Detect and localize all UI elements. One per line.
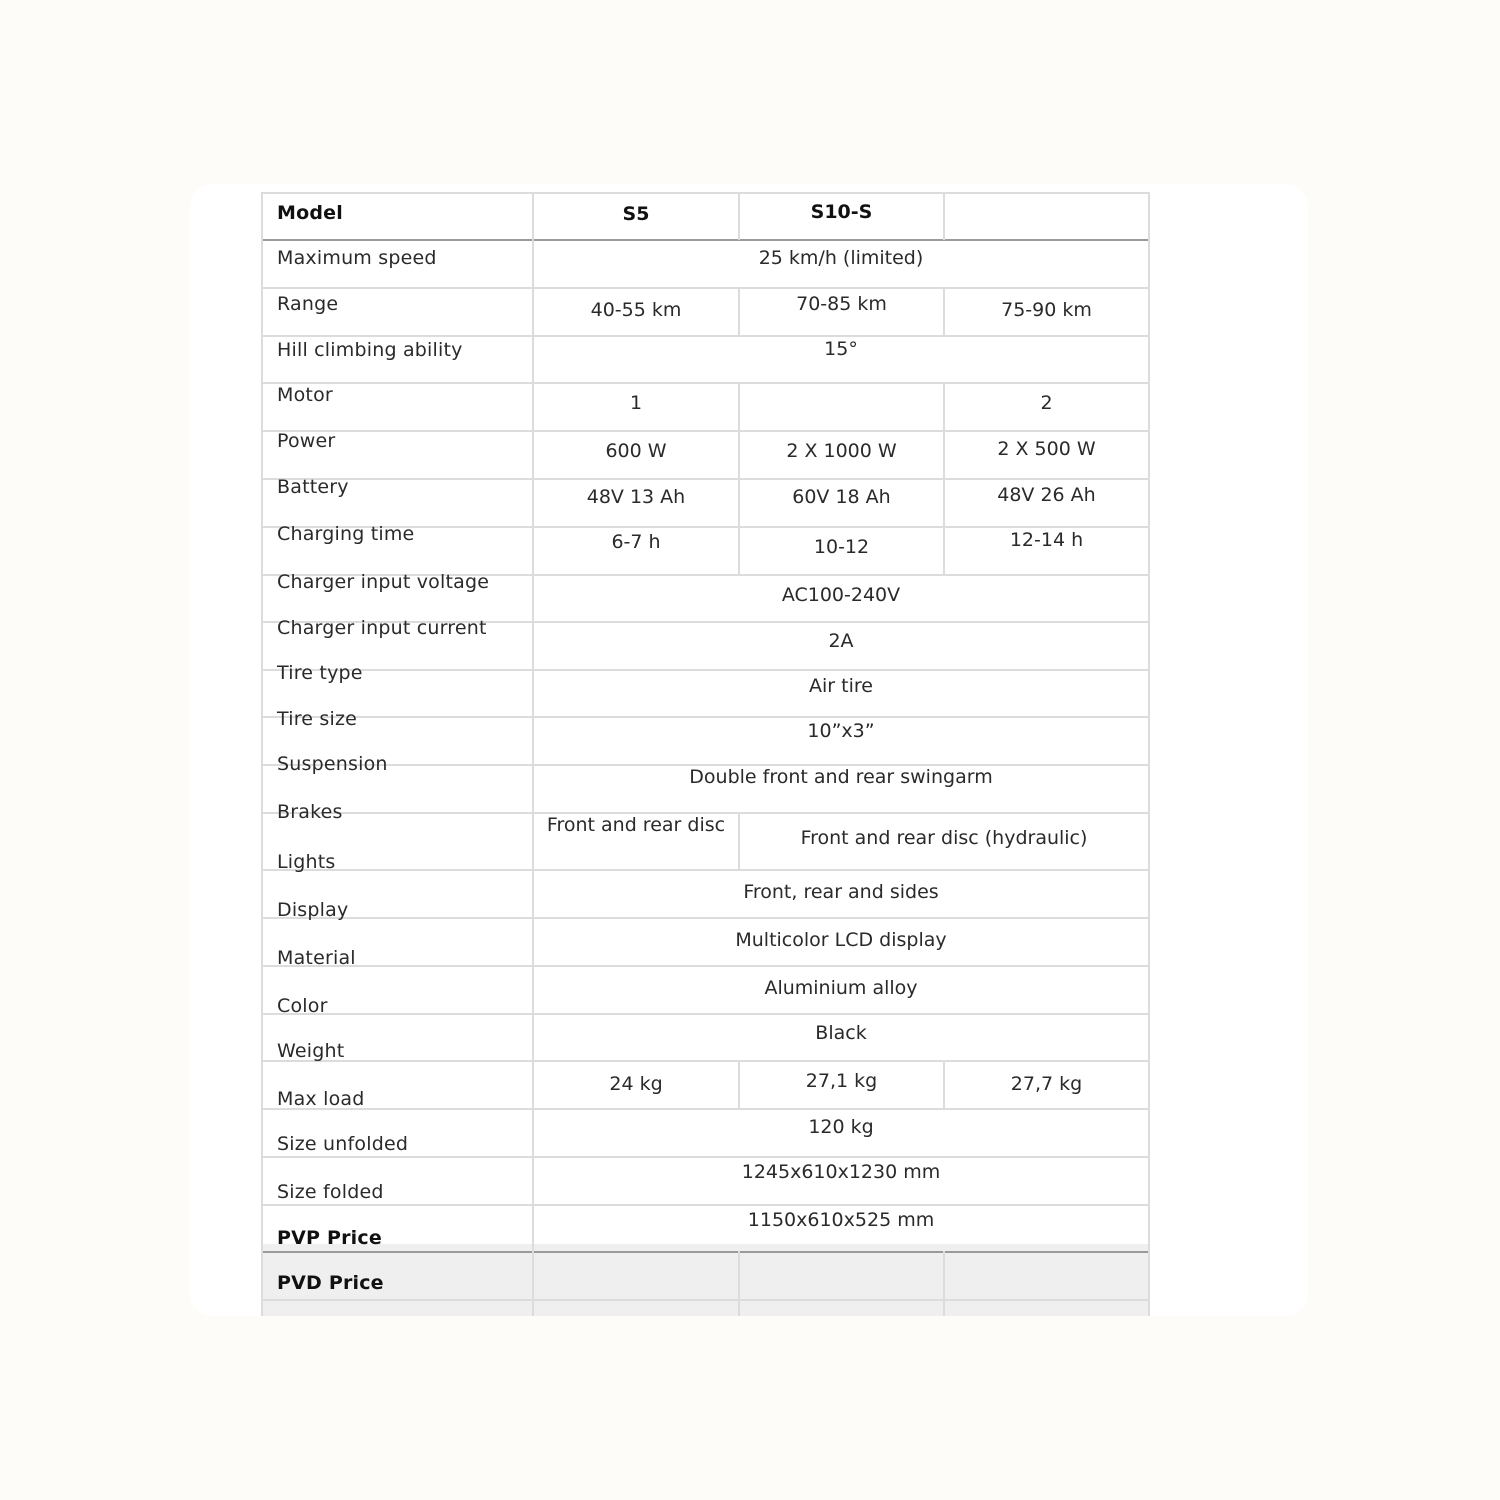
value-brakes-s5: Front and rear disc [546,814,726,836]
grid-line-v [943,192,945,240]
row-label: Max load [277,1088,365,1110]
grid-line [261,965,1150,967]
grid-line-v [261,192,263,1316]
price-divider [261,1251,1150,1253]
value-range-s5: 40-55 km [590,299,682,321]
value-brakes-hydraulic: Front and rear disc (hydraulic) [800,827,1088,849]
grid-line [261,1108,1150,1110]
row-label: Material [277,947,356,969]
value-power-s10s: 2 X 1000 W [786,440,897,462]
value-weight-s5: 24 kg [609,1073,663,1095]
row-label: Hill climbing ability [277,339,463,361]
grid-line [261,1060,1150,1062]
grid-line [261,1156,1150,1158]
header-model-s10s: S10-S [810,201,873,223]
value-weight-3: 27,7 kg [1010,1073,1083,1095]
grid-line [261,335,1150,337]
row-label: Tire size [277,708,358,730]
value-charger-current: 2A [828,630,854,652]
value-charging-s5: 6-7 h [611,531,661,553]
row-label: Charger input voltage [277,571,490,593]
value-max-speed: 25 km/h (limited) [758,247,924,269]
grid-line [261,192,1150,194]
pvd-row-shade [261,1244,1150,1316]
header-model-s5: S5 [622,203,650,225]
grid-line [261,287,1150,289]
row-label: Range [277,293,339,315]
value-power-3: 2 X 500 W [997,438,1096,460]
value-max-load: 120 kg [808,1116,874,1138]
row-label: Charging time [277,523,415,545]
value-display: Multicolor LCD display [735,929,947,951]
grid-line-v [1148,192,1150,1316]
value-range-3: 75-90 km [1001,299,1092,321]
value-weight-s10s: 27,1 kg [805,1070,878,1092]
row-label: Battery [277,476,349,498]
value-color: Black [815,1022,867,1044]
value-range-s10s: 70-85 km [796,293,887,315]
header-divider [261,239,1150,241]
value-charging-3: 12-14 h [1009,529,1084,551]
grid-line [261,669,1150,671]
grid-line [261,478,1150,480]
row-label: Size unfolded [277,1133,409,1155]
grid-line-v [943,1251,945,1316]
grid-line [261,382,1150,384]
value-lights: Front, rear and sides [743,881,939,903]
row-label: Motor [277,384,333,406]
grid-line [261,430,1150,432]
grid-line-v [738,1251,740,1316]
pvp-price-label: PVP Price [277,1227,382,1249]
row-label: Color [277,995,328,1017]
row-label: Weight [277,1040,345,1062]
grid-line [261,1013,1150,1015]
row-label: Size folded [277,1181,384,1203]
value-battery-3: 48V 26 Ah [997,484,1096,506]
value-motor-s5: 1 [629,392,643,414]
row-label: Charger input current [277,617,487,639]
grid-line-v [532,192,534,1316]
value-size-folded: 1150x610x525 mm [747,1209,935,1231]
row-label: Power [277,430,336,452]
value-charging-s10s: 10-12 [813,536,870,558]
value-power-s5: 600 W [605,440,667,462]
grid-line [261,1204,1150,1206]
row-label: Lights [277,851,336,873]
value-material: Aluminium alloy [764,977,918,999]
value-charger-voltage: AC100-240V [781,584,901,606]
value-size-unfolded: 1245x610x1230 mm [741,1161,941,1183]
value-hill-climbing: 15° [824,338,858,360]
pvd-price-label: PVD Price [277,1272,384,1294]
grid-line [261,869,1150,871]
row-label: Tire type [277,662,363,684]
row-label: Maximum speed [277,247,437,269]
spec-table [261,192,1150,1316]
row-label: Brakes [277,801,343,823]
grid-line [261,1299,1150,1301]
grid-line [261,716,1150,718]
grid-line [261,917,1150,919]
value-motor-3: 2 [1040,392,1053,414]
row-label: Display [277,899,349,921]
value-tire-size: 10”x3” [807,720,875,742]
spec-card [190,184,1308,1316]
header-model-label: Model [277,202,343,224]
value-tire-type: Air tire [809,675,873,697]
row-label: Suspension [277,753,388,775]
value-battery-s5: 48V 13 Ah [586,486,686,508]
value-suspension: Double front and rear swingarm [689,766,993,788]
value-battery-s10s: 60V 18 Ah [792,486,891,508]
